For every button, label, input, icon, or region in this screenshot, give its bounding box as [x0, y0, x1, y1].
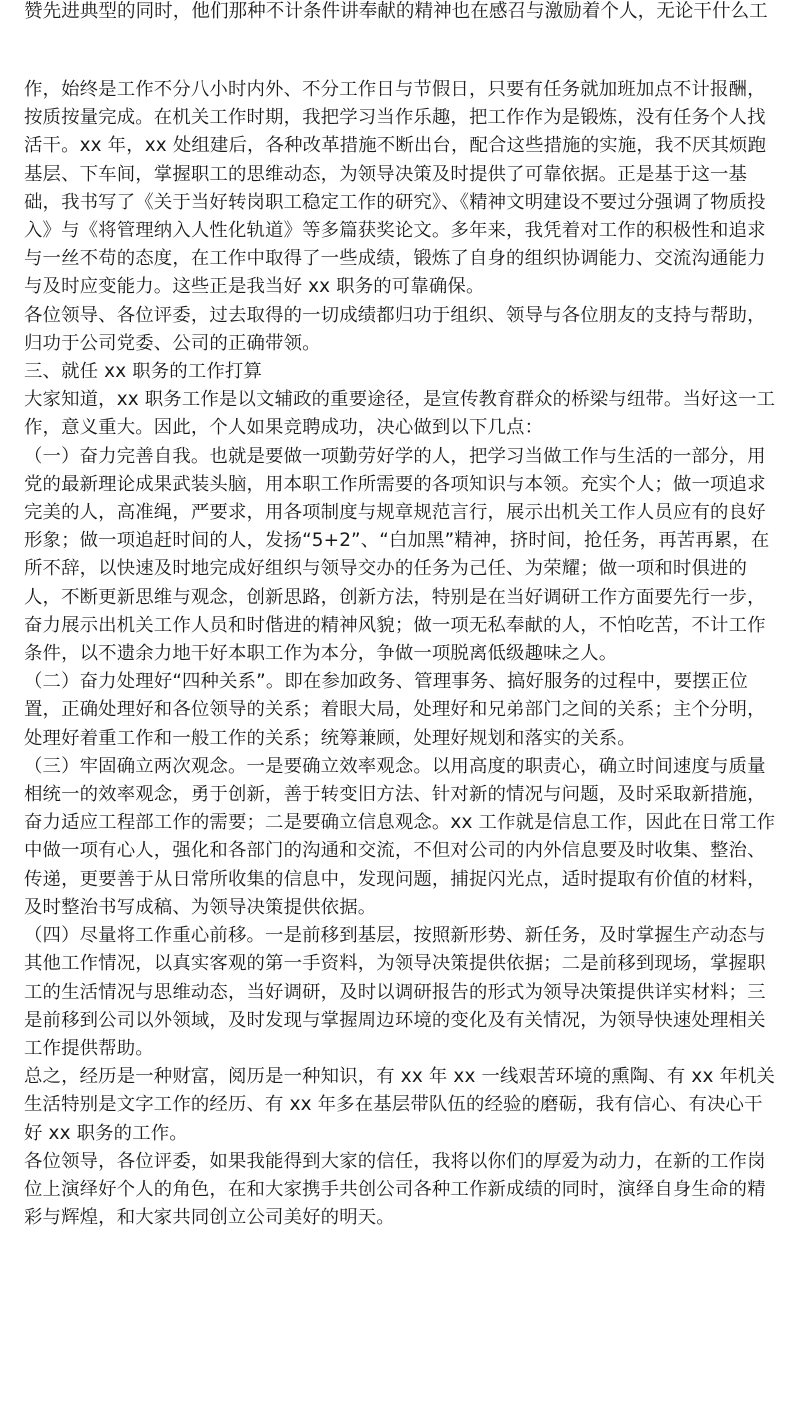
- paragraph-summary: 总之，经历是一种财富，阅历是一种知识，有 xx 年 xx 一线艰苦环境的熏陶、有 xx 年机关生活特别是文字工作的经历、有 xx 年多在基层带队伍的经验的磨砺，我有信心、有决心干好 xx 职务的工作。: [24, 1066, 776, 1144]
- previous-page-fragment: 赞先进典型的同时，他们那种不计条件讲奉献的精神也在感召与激励着个人，无论干什么工: [24, 1, 768, 22]
- paragraph-work-history: 作，始终是工作不分八小时内外、不分工作日与节假日，只要有任务就加班加点不计报酬，按质按量完成。在机关工作时期，我把学习当作乐趣，把工作作为是锻炼，没有任务个人找活干。xx 年，xx 处组建后，各种改革措施不断出台，配合这些措施的实施，我不厌其烦跑基层、下车间，掌握职工的思维动态，为领导决策及时提供了可靠依据。正是基于这一基础，我书写了《关于当好转岗职工稳定工作的研究》、《精神文明建设不要过分强调了物质投入》与《将管理纳入人性化轨道》等多篇获奖论文。多年来，我凭着对工作的积极性和追求与一丝不苟的态度，在工作中取得了一些成绩，锻炼了自身的组织协调能力、交流沟通能力与及时应变能力。这些正是我当好 xx 职务的可靠确保。: [24, 79, 767, 298]
- paragraph-point-2: （二）奋力处理好“四种关系”。即在参加政务、管理事务、搞好服务的过程中，要摆正位置，正确处理好和各位领导的关系；着眼大局，处理好和兄弟部门之间的关系；主个分明，处理好着重工作和一般工作的关系；统筹兼顾，处理好规划和落实的关系。: [24, 671, 766, 749]
- paragraph-point-3: （三）牢固确立两次观念。一是要确立效率观念。以用高度的职责心，确立时间速度与质量相统一的效率观念，勇于创新，善于转变旧方法、针对新的情况与问题，及时采取新措施，奋力适应工程部工作的需要；二是要确立信息观念。xx 工作就是信息工作，因此在日常工作中做一项有心人，强化和各部门的沟通和交流，不但对公司的内外信息要及时收集、整治、传递，更要善于从日常所收集的信息中，发现问题，捕捉闪光点，适时提取有价值的材料，及时整治书写成稿、为领导决策提供依据。: [24, 755, 776, 918]
- paragraph-closing: 各位领导，各位评委，如果我能得到大家的信任，我将以你们的厚爱为动力，在新的工作岗位上演绎好个人的角色，在和大家携手共创公司各种工作新成绩的同时，演绎自身生命的精彩与辉煌，和大家共同创立公司美好的明天。: [24, 1150, 766, 1229]
- section-heading: 三、就任 xx 职务的工作打算: [24, 361, 263, 383]
- paragraph-intro: 大家知道，xx 职务工作是以文辅政的重要途径，是宣传教育群众的桥梁与纽带。当好这一工作，意义重大。因此，个人如果竞聘成功，决心做到以下几点：: [24, 389, 776, 439]
- paragraph-point-4: （四）尽量将工作重心前移。一是前移到基层，按照新形势、新任务，及时掌握生产动态与其他工作情况，以真实客观的第一手资料，为领导决策提供依据；二是前移到现场，掌握职工的生活情况与思维动态，当好调研，及时以调研报告的形式为领导决策提供详实材料；三是前移到公司以外领域，及时发现与掌握周边环境的变化及有关情况，为领导快速处理相关工作提供帮助。: [24, 925, 766, 1059]
- paragraph-point-1: （一）奋力完善自我。也就是要做一项勤劳好学的人，把学习当做工作与生活的一部分，用党的最新理论成果武装头脑，用本职工作所需要的各项知识与本领。充实个人；做一项追求完美的人，高准绳，严要求，用各项制度与规章规范言行，展示出机关工作人员应有的良好形象；做一项追赶时间的人，发扬“5+2”、“白加黑”精神，挤时间，抢任务，再苦再累，在所不辞，以快速及时地完成好组织与领导交办的任务为己任、为荣耀；做一项和时俱进的人，不断更新思维与观念，创新思路，创新方法，特别是在当好调研工作方面要先行一步，奋力展示出机关工作人员和时偕进的精神风貌；做一项无私奉献的人，不怕吃苦，不计工作条件，以不遗余力地干好本职工作为本分，争做一项脱离低级趣味之人。: [24, 445, 770, 665]
- paragraph-acknowledgement: 各位领导、各位评委，过去取得的一切成绩都归功于组织、领导与各位朋友的支持与帮助，归功于公司党委、公司的正确带领。: [24, 304, 766, 354]
- document-body: [24, 76, 779, 1232]
